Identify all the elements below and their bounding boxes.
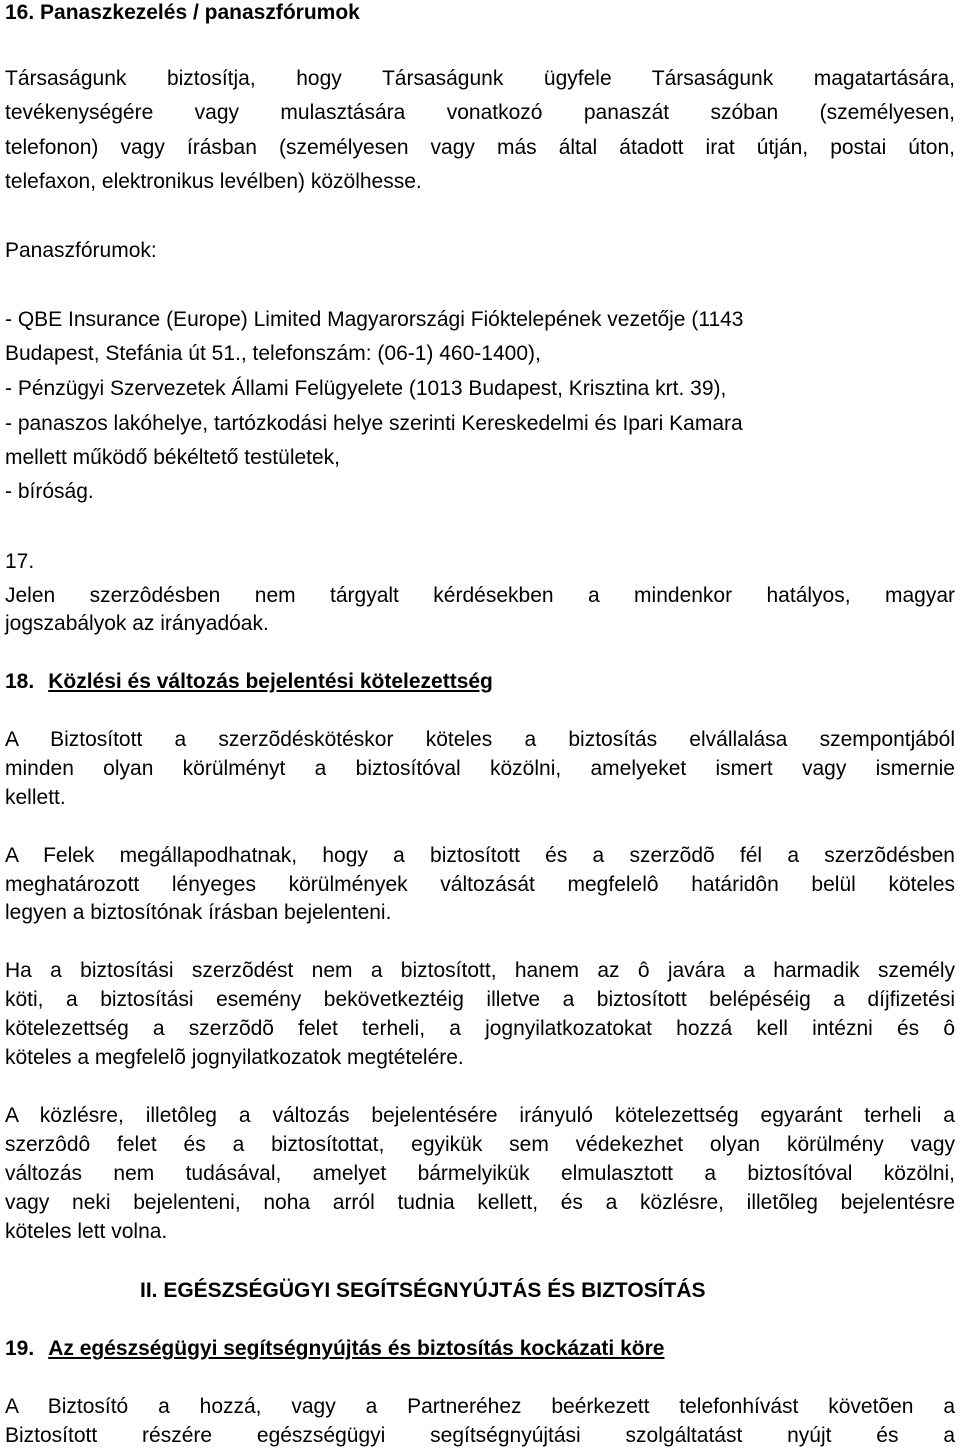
text-line: meghatározott lényeges körülmények változását megfelelô határidôn belül köteles — [5, 873, 955, 896]
text-line: szerzôdô felet és a biztosítottat, egyikük sem védekezhet olyan körülmény vagy — [5, 1133, 955, 1156]
text-line: köti, a biztosítási esemény bekövetkeztéig illetve a biztosított belépéséig a díjfizetési — [5, 988, 955, 1011]
section-19-title: Az egészségügyi segítségnyújtás és biztosítás kockázati köre — [48, 1337, 665, 1360]
section-18-number: 18. — [5, 670, 35, 693]
list-item: - bíróság. — [5, 480, 94, 503]
text-line: Társaságunk biztosítja, hogy Társaságunk ügyfele Társaságunk magatartására, — [5, 67, 955, 90]
text-line: változás nem tudásával, amelyet bármelyikük elmulasztott a biztosítóval közölni, — [5, 1162, 955, 1185]
part-2-heading: II. EGÉSZSÉGÜGYI SEGÍTSÉGNYÚJTÁS ÉS BIZTOSÍTÁS — [140, 1279, 706, 1302]
text-line: legyen a biztosítónak írásban bejelenteni. — [5, 901, 392, 924]
section-18-title: Közlési és változás bejelentési kötelezettség — [48, 670, 493, 693]
list-item: mellett működő békéltető testületek, — [5, 446, 341, 469]
text-line: tevékenységére vagy mulasztására vonatkozó panaszát szóban (személyesen, — [5, 101, 955, 124]
text-line: kellett. — [5, 786, 66, 809]
list-item: - QBE Insurance (Europe) Limited Magyarországi Fióktelepének vezetője (1143 — [5, 308, 744, 331]
text-line: köteles lett volna. — [5, 1220, 168, 1243]
list-item: Budapest, Stefánia út 51., telefonszám: (06-1) 460-1400), — [5, 342, 541, 365]
text-line: A Biztosító a hozzá, vagy a Partneréhez beérkezett telefonhívást követõen a — [5, 1395, 955, 1418]
text-line: Biztosított részére egészségügyi segítségnyújtási szolgáltatást nyújt és a — [5, 1424, 955, 1447]
text-line: A Biztosított a szerzõdéskötéskor köteles a biztosítás elvállalása szempontjából — [5, 728, 955, 751]
text-line: Ha a biztosítási szerzõdést nem a biztosított, hanem az ô javára a harmadik személy — [5, 959, 955, 982]
text-line: jogszabályok az irányadóak. — [5, 612, 269, 635]
text-line: A Felek megállapodhatnak, hogy a biztosított és a szerzõdõ fél a szerzõdésben — [5, 844, 955, 867]
text-line: köteles a megfelelõ jognyilatkozatok megtételére. — [5, 1046, 464, 1069]
text-line: Jelen szerzôdésben nem tárgyalt kérdésekben a mindenkor hatályos, magyar — [5, 584, 955, 607]
text-line: telefonon) vagy írásban (személyesen vagy más által átadott irat útján, postai úton, — [5, 136, 955, 159]
text-line: minden olyan körülményt a biztosítóval közölni, amelyeket ismert vagy ismernie — [5, 757, 955, 780]
text-line: A közlésre, illetôleg a változás bejelentésére irányuló kötelezettség egyaránt terheli a — [5, 1104, 955, 1127]
text-line: telefaxon, elektronikus levélben) közölhesse. — [5, 170, 422, 193]
list-item: - Pénzügyi Szervezetek Állami Felügyelete (1013 Budapest, Krisztina krt. 39), — [5, 377, 727, 400]
section-18-heading — [5, 667, 493, 696]
list-item: - panaszos lakóhelye, tartózkodási helye szerinti Kereskedelmi és Ipari Kamara — [5, 412, 743, 435]
section-19-heading — [5, 1334, 664, 1363]
text-line: vagy neki bejelenteni, noha arról tudnia kellett, és a közlésre, illetõleg bejelentésre — [5, 1191, 955, 1214]
section-19-number: 19. — [5, 1337, 35, 1360]
section-17-number: 17. — [5, 550, 35, 573]
section-16-heading: 16. Panaszkezelés / panaszfórumok — [5, 1, 360, 24]
forums-title: Panaszfórumok: — [5, 239, 157, 262]
text-line: kötelezettség a szerzõdõ felet terheli, a jognyilatkozatokat hozzá kell intézni és ô — [5, 1017, 955, 1040]
